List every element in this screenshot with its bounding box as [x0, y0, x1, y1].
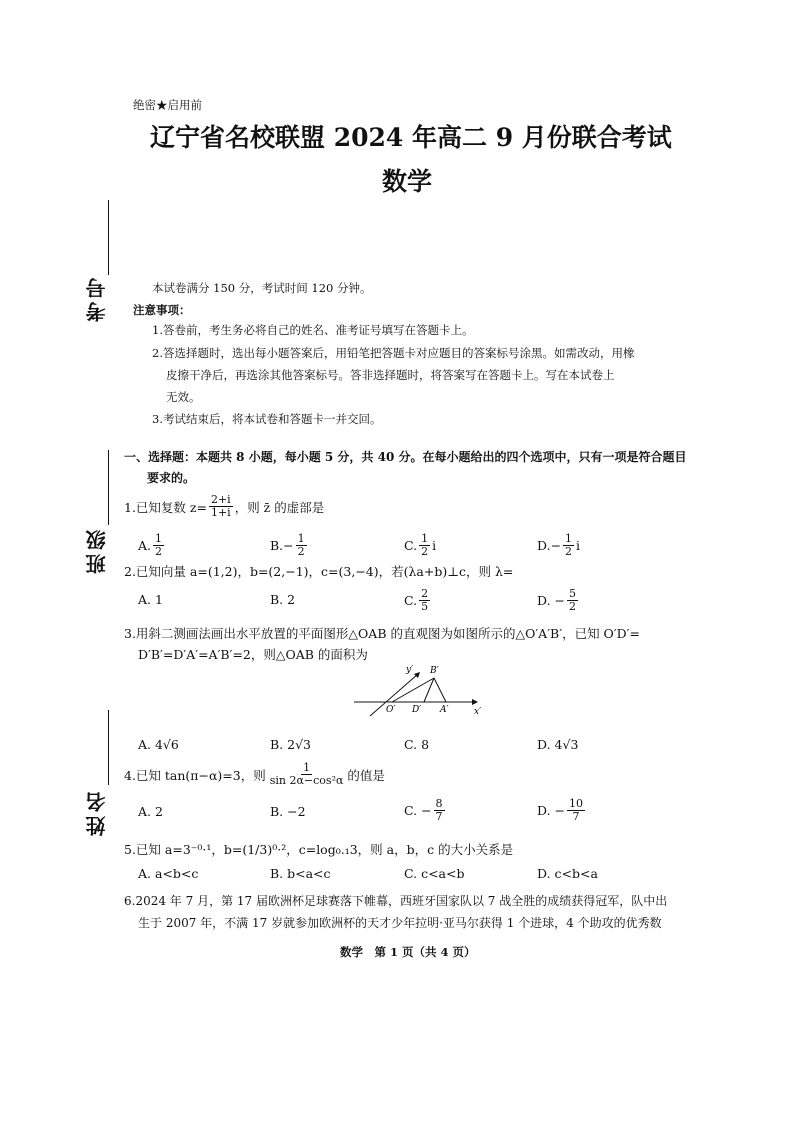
subject-title: 数学: [382, 167, 433, 196]
option-fraction: [153, 533, 164, 558]
q2-option-b: B. 2: [270, 592, 296, 607]
label-y: y′: [406, 665, 414, 675]
option-fraction: [434, 798, 445, 823]
q2-option-c: [404, 588, 432, 613]
option-label: C.: [404, 538, 418, 553]
q1-fraction: [209, 494, 233, 519]
q3-option-d: D. 4√3: [537, 737, 579, 752]
option-fraction: [419, 588, 430, 613]
q5-option-c: C. c<a<b: [404, 866, 465, 881]
option-sign: −: [283, 538, 294, 553]
q4-den: sin 2α−cos²α: [269, 774, 344, 787]
question-6-line2: 生于 2007 年，不满 17 岁就参加欧洲杯的天才少年拉明·亚马尔获得 1 个进球，4 个助攻的优秀数: [138, 916, 662, 930]
question-5: 5.已知 a=3⁻⁰·¹，b=(1/3)⁰·²，c=log₀.₁3，则 a，b，c 的大小关系是: [124, 842, 514, 857]
intro-text: 本试卷满分 150 分，考试时间 120 分钟。: [152, 281, 372, 295]
option-fraction: [563, 533, 574, 558]
option-label: D. −: [537, 803, 565, 818]
x-axis-arrow: [472, 699, 478, 705]
label-d: D′: [412, 705, 422, 715]
label-x: x′: [474, 707, 482, 717]
segment-bd: [424, 678, 434, 702]
frac-num: 1: [421, 532, 429, 545]
question-3-line1: 3.用斜二测画法画出水平放置的平面图形△OAB 的直观图为如图所示的△O′A′B′，已知 O′D′=: [124, 626, 640, 641]
name-line: [108, 710, 109, 785]
option-fraction: [567, 588, 578, 613]
q1-den: 1+i: [210, 506, 231, 519]
q4-fraction: [268, 762, 346, 787]
note-item: 皮擦干净后，再选涂其他答案标号。答非选择题时，将答案写在答题卡上。写在本试卷上: [166, 368, 615, 382]
q2-option-a: A. 1: [138, 592, 163, 607]
label-a: A′: [440, 705, 449, 715]
frac-num: 10: [569, 797, 583, 810]
frac-den: 2: [155, 545, 163, 558]
question-3-line2: D′B′=D′A′=A′B′=2，则△OAB 的面积为: [138, 647, 368, 662]
option-suffix: i: [576, 538, 581, 553]
class-label: 班级: [85, 526, 109, 574]
label-b: B′: [430, 666, 439, 676]
option-suffix: i: [432, 538, 437, 553]
q3-option-c: C. 8: [404, 737, 430, 752]
q1-option-b: [270, 533, 309, 558]
page-footer: 数学 第 1 页（共 4 页）: [340, 945, 476, 959]
q4-post: 的值是: [347, 767, 385, 783]
option-label: D. −: [537, 593, 565, 608]
frac-den: 7: [572, 810, 580, 823]
frac-num: 1: [155, 532, 163, 545]
question-4: [124, 762, 385, 787]
note-item: 2.答选择题时，选出每小题答案后，用铅笔把答题卡对应题目的答案标号涂黑。如需改动，用橡: [152, 346, 635, 360]
q1-pre: 1.已知复数 z=: [124, 499, 207, 515]
q4-option-d: [537, 798, 587, 823]
q3-option-b: B. 2√3: [270, 737, 312, 752]
option-label: A.: [138, 538, 152, 553]
frac-den: 2: [569, 600, 576, 613]
note-item: 无效。: [166, 390, 201, 404]
q4-option-a: A. 2: [138, 804, 163, 819]
q1-num: 2+i: [210, 493, 231, 506]
question-6-line1: 6.2024 年 7 月，第 17 届欧洲杯足球赛落下帷幕，西班牙国家队以 7 战全胜的成绩获得冠军，队中出: [124, 894, 668, 908]
option-fraction: [419, 533, 430, 558]
frac-num: 1: [297, 532, 305, 545]
frac-num: 2: [421, 587, 429, 600]
q1-option-c: [404, 533, 436, 558]
section-heading: 一、选择题：本题共 8 小题，每小题 5 分，共 40 分。在每小题给出的四个选项中，只有一项是符合题目: [124, 450, 687, 464]
frac-den: 5: [421, 600, 429, 613]
q4-num: 1: [303, 761, 311, 774]
option-label: C.: [404, 593, 418, 608]
note-item: 3.考试结束后，将本试卷和答题卡一并交回。: [152, 412, 382, 426]
exam-title: 辽宁省名校联盟 2024 年高二 9 月份联合考试: [150, 123, 672, 152]
option-label: D.: [537, 538, 551, 553]
q3-option-a: A. 4√6: [138, 737, 179, 752]
option-fraction: [296, 533, 307, 558]
name-label: 姓名: [85, 788, 109, 836]
q5-option-b: B. b<a<c: [270, 866, 331, 881]
frac-num: 1: [565, 532, 573, 545]
exam-no-label: 考号: [85, 274, 109, 322]
q4-option-c: [404, 798, 447, 823]
segment-ba: [434, 678, 446, 702]
q4-option-b: B. −2: [270, 804, 306, 819]
exam-no-line: [108, 200, 109, 275]
option-sign: −: [550, 538, 562, 553]
option-label: B.: [270, 538, 284, 553]
question-1: [124, 494, 324, 519]
frac-num: 5: [569, 587, 576, 600]
class-line: [108, 450, 109, 525]
note-item: 1.答卷前，考生务必将自己的姓名、准考证号填写在答题卡上。: [152, 323, 474, 337]
option-fraction: [567, 798, 585, 823]
frac-num: 8: [435, 797, 443, 810]
q5-option-d: D. c<b<a: [537, 866, 598, 881]
frac-den: 2: [297, 545, 305, 558]
q1-post: ，则 z̄ 的虚部是: [234, 499, 325, 515]
question-2: 2.已知向量 a=(1,2)，b=(2,−1)，c=(3,−4)，若(λa+b)⊥c，则 λ=: [124, 564, 514, 579]
q1-option-a: [138, 533, 166, 558]
frac-den: 2: [565, 545, 573, 558]
label-o: O′: [386, 705, 396, 715]
segment-ob: [392, 678, 434, 702]
notes-title: 注意事项：: [133, 303, 191, 317]
q1-option-d: [537, 533, 580, 558]
q5-option-a: A. a<b<c: [138, 866, 199, 881]
section-heading-cont: 要求的。: [147, 471, 196, 485]
frac-den: 7: [435, 810, 443, 823]
oblique-figure: [350, 660, 480, 720]
frac-den: 2: [421, 545, 429, 558]
q4-pre: 4.已知 tan(π−α)=3，则: [124, 767, 266, 783]
secret-label: 绝密★启用前: [133, 98, 202, 112]
option-label: C. −: [404, 803, 432, 818]
q2-option-d: [537, 588, 580, 613]
